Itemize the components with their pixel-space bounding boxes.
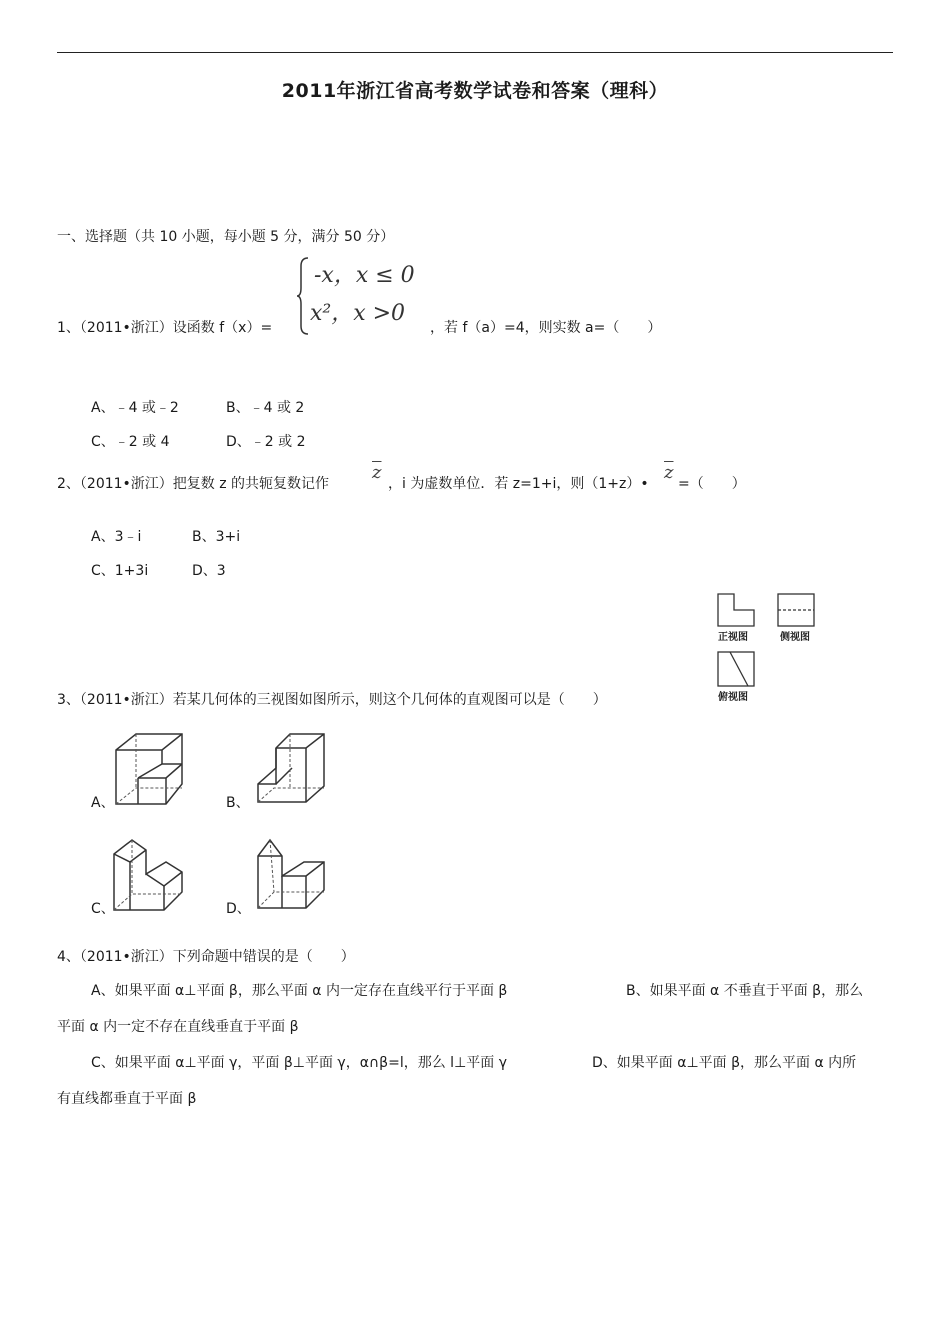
q2-prefix: 2、（2011•浙江）把复数 z 的共轭复数记作 xyxy=(57,476,330,492)
front-view-icon xyxy=(718,594,754,626)
q2-zbar-1: $\overline{z}$ xyxy=(372,462,382,483)
solid-d-icon[interactable] xyxy=(252,832,332,916)
q2-middle: ，i 为虚数单位．若 z=1+i，则（1+z）• xyxy=(388,476,649,492)
q3-option-d[interactable]: D、 xyxy=(226,901,251,917)
q1-suffix: ，若 f（a）=4，则实数 a=（ ） xyxy=(430,320,662,336)
q1-prefix: 1、（2011•浙江）设函数 f（x）= xyxy=(57,320,273,336)
q2-option-b[interactable]: B、3+i xyxy=(192,529,241,545)
q3-option-a[interactable]: A、 xyxy=(91,795,115,811)
q1-option-b[interactable]: B、﹣4 或 2 xyxy=(226,400,305,416)
q1-piece-2: x²，x >0 xyxy=(310,301,406,326)
front-view-label: 正视图 xyxy=(718,632,748,643)
q3-text: 3、（2011•浙江）若某几何体的三视图如图所示，则这个几何体的直观图可以是（ ） xyxy=(57,692,607,708)
q1-piece-1: -x，x ≤ 0 xyxy=(314,263,415,288)
top-view-icon xyxy=(718,652,754,686)
q2-suffix: =（ ） xyxy=(678,476,746,492)
q3-option-c[interactable]: C、 xyxy=(91,901,115,917)
q2-option-d[interactable]: D、3 xyxy=(192,563,226,579)
header-rule xyxy=(57,52,893,53)
section-heading: 一、选择题（共 10 小题，每小题 5 分，满分 50 分） xyxy=(57,229,395,245)
solid-c-icon[interactable] xyxy=(108,832,188,916)
top-view-label: 俯视图 xyxy=(718,692,748,703)
q2-zbar-2: $\overline{z}$ xyxy=(664,462,674,483)
three-views-figure xyxy=(712,590,822,708)
q4-option-b-cont: 平面 α 内一定不存在直线垂直于平面 β xyxy=(57,1019,299,1035)
q2-option-a[interactable]: A、3﹣i xyxy=(91,529,142,545)
q4-option-a[interactable]: A、如果平面 α⊥平面 β，那么平面 α 内一定存在直线平行于平面 β xyxy=(91,983,508,999)
q4-option-d[interactable]: D、如果平面 α⊥平面 β，那么平面 α 内所 xyxy=(592,1055,857,1071)
page-title: 2011年浙江省高考数学试卷和答案（理科） xyxy=(281,80,669,102)
side-view-label: 侧视图 xyxy=(780,632,810,643)
brace-icon xyxy=(296,256,310,336)
q2-option-c[interactable]: C、1+3i xyxy=(91,563,149,579)
q3-option-b[interactable]: B、 xyxy=(226,795,250,811)
q1-option-d[interactable]: D、﹣2 或 2 xyxy=(226,434,306,450)
q1-option-a[interactable]: A、﹣4 或﹣2 xyxy=(91,400,179,416)
q4-option-c[interactable]: C、如果平面 α⊥平面 γ，平面 β⊥平面 γ，α∩β=l，那么 l⊥平面 γ xyxy=(91,1055,507,1071)
q4-option-d-cont: 有直线都垂直于平面 β xyxy=(57,1091,197,1107)
q4-text: 4、（2011•浙江）下列命题中错误的是（ ） xyxy=(57,949,355,965)
side-view-icon xyxy=(778,594,814,626)
solid-b-icon[interactable] xyxy=(252,728,332,808)
solid-a-icon[interactable] xyxy=(112,728,190,808)
q1-option-c[interactable]: C、﹣2 或 4 xyxy=(91,434,170,450)
q4-option-b[interactable]: B、如果平面 α 不垂直于平面 β，那么 xyxy=(626,983,864,999)
